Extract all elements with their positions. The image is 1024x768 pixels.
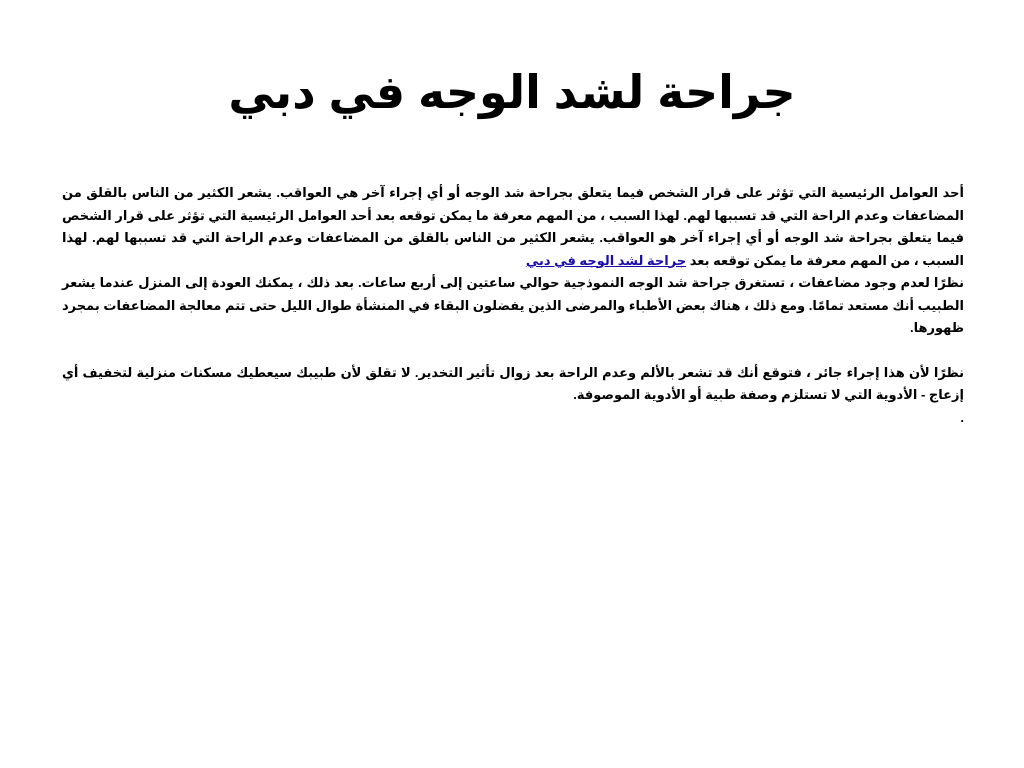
paragraph-1 (62, 182, 964, 272)
article-body (62, 182, 964, 429)
paragraph-2: نظرًا لعدم وجود مضاعفات ، تستغرق جراحة شد الوجه النموذجية حوالي ساعتين إلى أربع ساعات. بعد ذلك ، يمكنك العودة إلى المنزل عندما يشعر الطبيب أنك مستعد تمامًا. ومع ذلك ، هناك بعض الأطباء والمرضى الذين يفضلون البقاء في المنشأة طوال الليل حتى تتم معالجة المضاعفات بمجرد ظهورها. (62, 275, 964, 335)
paragraph-1-text: أحد العوامل الرئيسية التي تؤثر على قرار الشخص فيما يتعلق بجراحة شد الوجه أو أي إجراء آخر هي العواقب. يشعر الكثير من الناس بالقلق من المضاعفات وعدم الراحة التي قد تسببها لهم. لهذا السبب ، من المهم معرفة ما يمكن توقعه بعد أحد العوامل الرئيسية التي تؤثر على قرار الشخص فيما يتعلق بجراحة شد الوجه أو أي إجراء آخر هو العواقب. يشعر الكثير من الناس بالقلق من المضاعفات وعدم الراحة التي قد تسببها لهم. لهذا السبب ، من المهم معرفة ما يمكن توقعه بعد (62, 185, 964, 268)
trailing-dot: . (960, 409, 964, 425)
facelift-dubai-link[interactable]: جراحة لشد الوجه في دبي (525, 252, 687, 268)
paragraph-3: نظرًا لأن هذا إجراء جائر ، فتوقع أنك قد تشعر بالألم وعدم الراحة بعد زوال تأثير التخدير. لا تقلق لأن طبيبك سيعطيك مسكنات منزلية لتخفيف أي إزعاج - الأدوية التي لا تستلزم وصفة طبية أو الأدوية الموصوفة. (62, 364, 964, 402)
page-title: جراحة لشد الوجه في دبي (228, 66, 796, 118)
